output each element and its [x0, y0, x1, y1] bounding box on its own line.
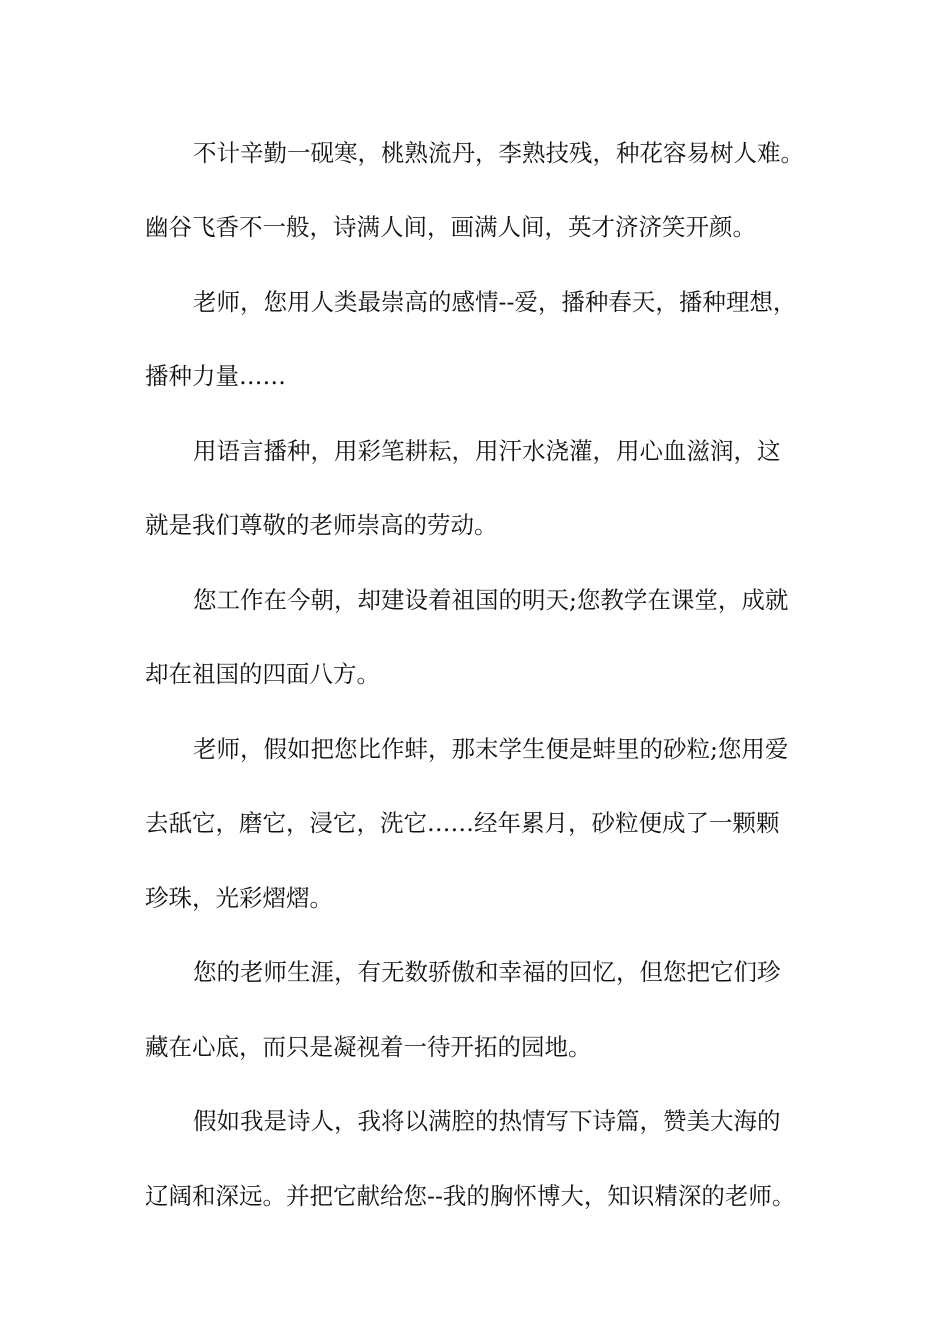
paragraph-line-9: 老师，假如把您比作蚌，那末学生便是蚌里的砂粒;您用爱 [193, 735, 789, 763]
paragraph-line-7: 您工作在今朝，却建设着祖国的明天;您教学在课堂，成就 [193, 586, 789, 614]
paragraph-line-6: 就是我们尊敬的老师崇高的劳动。 [145, 511, 498, 539]
paragraph-line-14: 假如我是诗人，我将以满腔的热情写下诗篇，赞美大海的 [193, 1107, 781, 1135]
paragraph-line-15: 辽阔和深远。并把它献给您--我的胸怀博大，知识精深的老师。 [145, 1182, 796, 1210]
paragraph-line-4: 播种力量…… [145, 362, 286, 390]
paragraph-line-13: 藏在心底，而只是凝视着一待开拓的园地。 [145, 1033, 592, 1061]
paragraph-line-2: 幽谷飞香不一般，诗满人间，画满人间，英才济济笑开颜。 [145, 213, 756, 241]
paragraph-line-10: 去舐它，磨它，浸它，洗它……经年累月，砂粒便成了一颗颗 [145, 809, 780, 837]
paragraph-line-3: 老师，您用人类最崇高的感情--爱，播种春天，播种理想， [193, 288, 797, 316]
paragraph-line-1: 不计辛勤一砚寒，桃熟流丹，李熟技残，种花容易树人难。 [193, 139, 804, 167]
paragraph-line-8: 却在祖国的四面八方。 [145, 660, 380, 688]
paragraph-line-11: 珍珠，光彩熠熠。 [145, 884, 333, 912]
paragraph-line-5: 用语言播种，用彩笔耕耘，用汗水浇灌，用心血滋润，这 [193, 437, 781, 465]
paragraph-line-12: 您的老师生涯，有无数骄傲和幸福的回忆，但您把它们珍 [193, 958, 781, 986]
